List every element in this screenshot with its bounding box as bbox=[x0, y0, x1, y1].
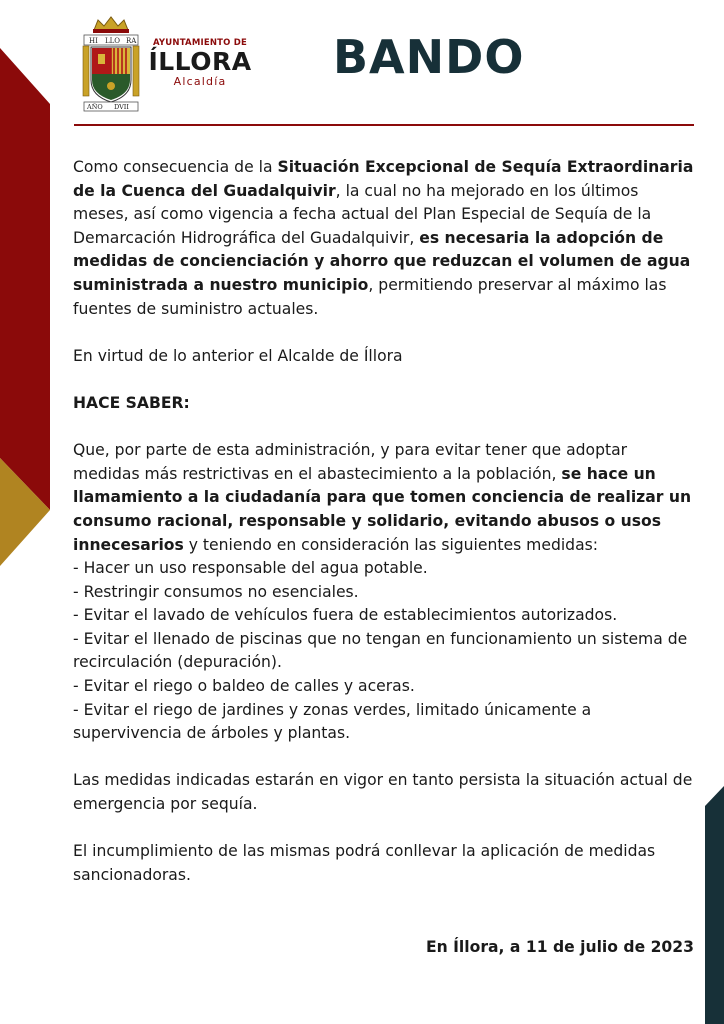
document-body bbox=[73, 156, 698, 887]
appeal-text-1: Que, por parte de esta administración, y para evitar tener que adoptar medidas más restrictivas en el abastecimiento a la población, bbox=[73, 441, 628, 483]
crest-motto-left: AÑO bbox=[87, 103, 103, 111]
town-name: ÍLLORA bbox=[148, 47, 252, 76]
header-divider bbox=[74, 124, 694, 126]
crest-motto-right: DVII bbox=[114, 103, 129, 111]
intro-bold-2: es necesaria la adopción de medidas de concienciación y ahorro que reduzcan el volumen de agua suministrada a nuestro municipio bbox=[73, 228, 691, 294]
intro-text-3: , permitiendo preservar al máximo las fuentes de suministro actuales. bbox=[73, 275, 667, 318]
paragraph-mayor: En virtud de lo anterior el Alcalde de Íllora bbox=[73, 346, 403, 365]
intro-text-1: Como consecuencia de la bbox=[73, 158, 278, 176]
hace-saber-text: HACE SABER: bbox=[73, 393, 190, 412]
signature-date: En Íllora, a 11 de julio de 2023 bbox=[425, 938, 694, 956]
coat-of-arms-icon bbox=[80, 14, 142, 112]
measure-item: - Evitar el lavado de vehículos fuera de establecimientos autorizados. bbox=[73, 606, 618, 625]
hace-saber-heading bbox=[73, 392, 698, 416]
org-line: AYUNTAMIENTO DE bbox=[152, 38, 248, 48]
municipality-logo-text bbox=[146, 38, 254, 88]
crest-banner-center: LLO bbox=[105, 37, 121, 45]
measure-item: - Evitar el riego de jardines y zonas verdes, limitado únicamente a supervivencia de árboles y plantas. bbox=[73, 700, 592, 743]
paragraph-appeal bbox=[73, 439, 698, 557]
right-teal-band bbox=[705, 786, 724, 1024]
document-title: BANDO bbox=[333, 30, 525, 84]
measure-item: - Hacer un uso responsable del agua potable. bbox=[73, 559, 428, 578]
intro-text-2: , la cual no ha mejorado en los últimos meses, así como vigencia a fecha actual del Plan Especial de Sequía de la Demarcación Hidrográfica del Guadalquivir, bbox=[73, 181, 652, 247]
office-name: Alcaldía bbox=[173, 75, 227, 88]
appeal-text-2: y teniendo en consideración las siguientes medidas: bbox=[183, 535, 599, 554]
measure-item: - Restringir consumos no esenciales. bbox=[73, 582, 359, 601]
intro-bold-1: Situación Excepcional de Sequía Extraordinaria de la Cuenca del Guadalquivir bbox=[73, 158, 694, 200]
left-red-band bbox=[0, 48, 50, 510]
paragraph-sanctions: El incumplimiento de las mismas podrá conllevar la aplicación de medidas sancionadoras. bbox=[73, 842, 656, 884]
paragraph-validity: Las medidas indicadas estarán en vigor en tanto persista la situación actual de emergencia por sequía. bbox=[73, 771, 693, 814]
appeal-bold: se hace un llamamiento a la ciudadanía para que tomen conciencia de realizar un consumo racional, responsable y solidario, evitando abusos o usos innecesarios bbox=[73, 464, 692, 554]
measure-item: - Evitar el llenado de piscinas que no tengan en funcionamiento un sistema de recirculación (depuración). bbox=[73, 629, 688, 672]
paragraph-intro bbox=[73, 156, 698, 321]
measure-item: - Evitar el riego o baldeo de calles y aceras. bbox=[73, 677, 415, 696]
crest-banner-right: RA bbox=[126, 37, 137, 45]
crest-banner-left: HI bbox=[89, 37, 98, 45]
